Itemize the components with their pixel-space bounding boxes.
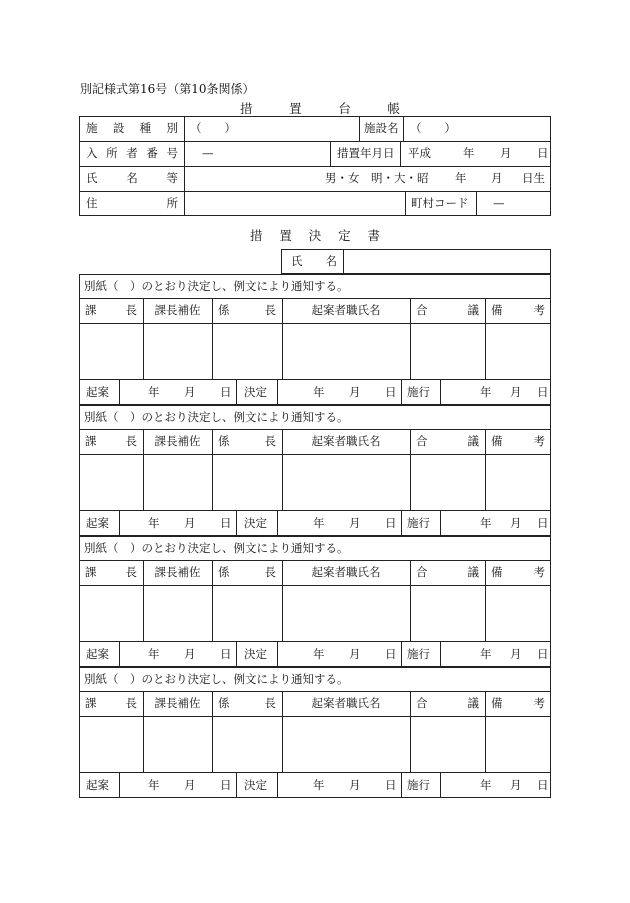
birth-era-options[interactable]: 明・大・昭 bbox=[371, 171, 429, 185]
draft-year: 年 bbox=[148, 647, 160, 661]
draft-month: 月 bbox=[184, 385, 196, 399]
enforce-year: 年 bbox=[480, 778, 492, 792]
header-drafter: 起案者職氏名 bbox=[311, 434, 381, 448]
sign-box-chief[interactable] bbox=[80, 324, 142, 378]
draft-day: 日 bbox=[220, 385, 232, 399]
draft-label: 起案 bbox=[86, 516, 109, 530]
header-section-head: 係 長 bbox=[218, 303, 276, 317]
header-section-head: 係 長 bbox=[218, 434, 276, 448]
birth-month: 月 bbox=[491, 171, 503, 185]
enforce-month: 月 bbox=[510, 778, 522, 792]
measure-date-month: 月 bbox=[500, 146, 512, 160]
sign-box-drafter[interactable] bbox=[283, 717, 409, 771]
measure-date-era: 平成 bbox=[408, 146, 431, 160]
sign-box-drafter[interactable] bbox=[283, 455, 409, 509]
measure-date-year: 年 bbox=[463, 146, 475, 160]
sign-box-chief[interactable] bbox=[80, 717, 142, 771]
enforce-day: 日 bbox=[537, 385, 549, 399]
sign-box-chief[interactable] bbox=[80, 586, 142, 640]
town-code-value[interactable]: — bbox=[493, 196, 505, 210]
enforce-day: 日 bbox=[537, 778, 549, 792]
name-etc-label: 氏 名 等 bbox=[86, 171, 178, 185]
decide-label: 決定 bbox=[244, 778, 267, 792]
enforce-day: 日 bbox=[537, 516, 549, 530]
sign-box-remarks[interactable] bbox=[486, 586, 550, 640]
draft-label: 起案 bbox=[86, 385, 109, 399]
decide-year: 年 bbox=[313, 647, 325, 661]
draft-year: 年 bbox=[148, 778, 160, 792]
sign-box-drafter[interactable] bbox=[283, 586, 409, 640]
header-drafter: 起案者職氏名 bbox=[311, 696, 381, 710]
draft-year: 年 bbox=[148, 516, 160, 530]
header-consultation: 合 議 bbox=[416, 303, 479, 317]
decide-month: 月 bbox=[349, 385, 361, 399]
enforce-month: 月 bbox=[510, 516, 522, 530]
enforce-label: 施行 bbox=[407, 385, 430, 399]
admission-number-value[interactable]: — bbox=[202, 146, 214, 160]
header-assistant-chief: 課長補佐 bbox=[154, 434, 201, 448]
decision-notice: 別紙（ ）のとおり決定し、例文により通知する。 bbox=[84, 410, 349, 424]
sign-box-assistant-chief[interactable] bbox=[144, 586, 211, 640]
decide-month: 月 bbox=[349, 778, 361, 792]
sign-box-section-head[interactable] bbox=[213, 324, 281, 378]
enforce-month: 月 bbox=[510, 647, 522, 661]
gender-options[interactable]: 男・女 bbox=[325, 171, 360, 185]
birth-year: 年 bbox=[455, 171, 467, 185]
decide-year: 年 bbox=[313, 516, 325, 530]
sign-box-chief[interactable] bbox=[80, 455, 142, 509]
sign-box-consultation[interactable] bbox=[411, 717, 484, 771]
facility-type-label: 施 設 種 別 bbox=[86, 121, 178, 135]
header-section-head: 係 長 bbox=[218, 696, 276, 710]
header-remarks: 備 考 bbox=[491, 434, 545, 448]
measure-date-label: 措置年月日 bbox=[337, 146, 395, 160]
sign-box-assistant-chief[interactable] bbox=[144, 717, 211, 771]
town-code-label: 町村コード bbox=[411, 196, 469, 210]
header-consultation: 合 議 bbox=[416, 434, 479, 448]
sign-box-remarks[interactable] bbox=[486, 717, 550, 771]
sign-box-consultation[interactable] bbox=[411, 455, 484, 509]
sign-box-assistant-chief[interactable] bbox=[144, 324, 211, 378]
header-assistant-chief: 課長補佐 bbox=[154, 303, 201, 317]
sign-box-section-head[interactable] bbox=[213, 455, 281, 509]
enforce-label: 施行 bbox=[407, 516, 430, 530]
facility-name-label: 施設名 bbox=[364, 121, 399, 135]
draft-day: 日 bbox=[220, 516, 232, 530]
draft-label: 起案 bbox=[86, 647, 109, 661]
decide-day: 日 bbox=[385, 647, 397, 661]
header-chief: 課 長 bbox=[85, 696, 137, 710]
decide-day: 日 bbox=[385, 385, 397, 399]
facility-type-value[interactable]: （ ） bbox=[190, 121, 236, 135]
sign-box-remarks[interactable] bbox=[486, 324, 550, 378]
birth-day: 日生 bbox=[522, 171, 545, 185]
header-assistant-chief: 課長補佐 bbox=[154, 696, 201, 710]
header-remarks: 備 考 bbox=[491, 696, 545, 710]
draft-year: 年 bbox=[148, 385, 160, 399]
decide-year: 年 bbox=[313, 385, 325, 399]
enforce-year: 年 bbox=[480, 385, 492, 399]
header-section-head: 係 長 bbox=[218, 565, 276, 579]
enforce-label: 施行 bbox=[407, 778, 430, 792]
draft-day: 日 bbox=[220, 647, 232, 661]
sign-box-section-head[interactable] bbox=[213, 717, 281, 771]
header-consultation: 合 議 bbox=[416, 565, 479, 579]
decide-label: 決定 bbox=[244, 647, 267, 661]
draft-month: 月 bbox=[184, 516, 196, 530]
sign-box-consultation[interactable] bbox=[411, 586, 484, 640]
measure-date-day: 日 bbox=[537, 146, 549, 160]
enforce-year: 年 bbox=[480, 516, 492, 530]
decide-day: 日 bbox=[385, 778, 397, 792]
decision-notice: 別紙（ ）のとおり決定し、例文により通知する。 bbox=[84, 541, 349, 555]
decision-title: 措 置 決 定 書 bbox=[250, 228, 380, 243]
header-remarks: 備 考 bbox=[491, 303, 545, 317]
sign-box-section-head[interactable] bbox=[213, 586, 281, 640]
decision-notice: 別紙（ ）のとおり決定し、例文により通知する。 bbox=[84, 672, 349, 686]
enforce-year: 年 bbox=[480, 647, 492, 661]
facility-name-value[interactable]: （ ） bbox=[410, 121, 456, 135]
header-drafter: 起案者職氏名 bbox=[311, 303, 381, 317]
admission-number-label: 入 所 者 番 号 bbox=[86, 146, 178, 160]
decide-day: 日 bbox=[385, 516, 397, 530]
draft-day: 日 bbox=[220, 778, 232, 792]
enforce-month: 月 bbox=[510, 385, 522, 399]
header-chief: 課 長 bbox=[85, 565, 137, 579]
sign-box-remarks[interactable] bbox=[486, 455, 550, 509]
sign-box-consultation[interactable] bbox=[411, 324, 484, 378]
sign-box-drafter[interactable] bbox=[283, 324, 409, 378]
header-remarks: 備 考 bbox=[491, 565, 545, 579]
header-drafter: 起案者職氏名 bbox=[311, 565, 381, 579]
header-consultation: 合 議 bbox=[416, 696, 479, 710]
decide-year: 年 bbox=[313, 778, 325, 792]
decide-label: 決定 bbox=[244, 385, 267, 399]
address-label: 住 所 bbox=[86, 196, 178, 210]
decision-name-label: 氏 名 bbox=[291, 254, 337, 268]
draft-month: 月 bbox=[184, 778, 196, 792]
header-chief: 課 長 bbox=[85, 303, 137, 317]
sign-box-assistant-chief[interactable] bbox=[144, 455, 211, 509]
header-assistant-chief: 課長補佐 bbox=[154, 565, 201, 579]
header-chief: 課 長 bbox=[85, 434, 137, 448]
enforce-label: 施行 bbox=[407, 647, 430, 661]
enforce-day: 日 bbox=[537, 647, 549, 661]
ledger-title: 措 置 台 帳 bbox=[240, 101, 400, 116]
decide-month: 月 bbox=[349, 647, 361, 661]
draft-month: 月 bbox=[184, 647, 196, 661]
decide-month: 月 bbox=[349, 516, 361, 530]
decision-notice: 別紙（ ）のとおり決定し、例文により通知する。 bbox=[84, 279, 349, 293]
form-reference: 別記様式第16号（第10条関係） bbox=[80, 82, 255, 96]
decide-label: 決定 bbox=[244, 516, 267, 530]
draft-label: 起案 bbox=[86, 778, 109, 792]
